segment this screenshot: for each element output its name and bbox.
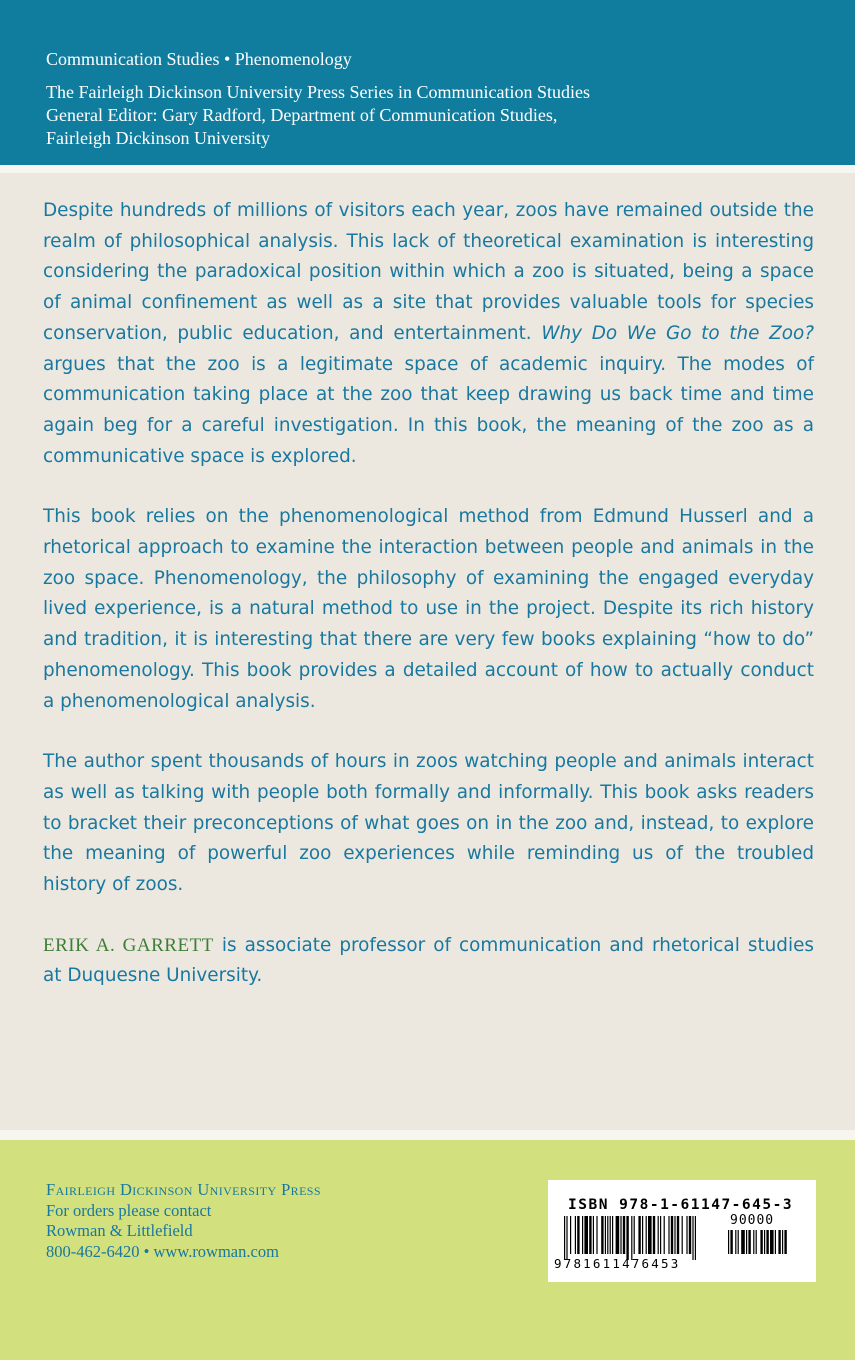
barcode-bar: [735, 1230, 736, 1254]
barcode-bar: [764, 1230, 765, 1254]
author-bio-text: is associate professor of communication and rhetorical studies at Duquesne University.: [43, 934, 814, 987]
isbn-barcode: [548, 1180, 816, 1282]
paragraph-1-intro: Despite hundreds of millions of visitors each year, zoos have remained outside the realm of philosophical analysis. This lack of theoretical examination is interesting considering the paradoxical position within which a zoo is situated, being a space of animal confinement as well as a site that provides valuable tools for species conservation, public education, and entertainment.: [43, 200, 814, 344]
barcode-bar: [728, 1230, 729, 1254]
series-banner: [0, 0, 855, 165]
barcode-bar: [748, 1230, 750, 1254]
ean-digits: 9781611476453: [554, 1256, 681, 1271]
barcode-bar: [577, 1216, 579, 1254]
subject-categories: Communication Studies • Phenomenology: [46, 49, 352, 69]
barcode-bar: [631, 1216, 632, 1260]
barcode-bar: [738, 1230, 739, 1254]
barcode-bar: [730, 1230, 732, 1254]
distributor-name: Rowman & Littlefield: [46, 1221, 193, 1240]
barcode-bar: [668, 1216, 669, 1254]
price-addon-digits: 90000: [730, 1213, 775, 1228]
publisher-info: [46, 1180, 321, 1262]
barcode-bar: [589, 1216, 591, 1254]
barcode-bar: [775, 1230, 776, 1254]
barcode-bar: [677, 1216, 679, 1254]
general-editor: General Editor: Gary Radford, Department of Communication Studies,: [46, 105, 558, 125]
barcode-bar: [605, 1216, 606, 1254]
barcode-bar: [564, 1216, 565, 1260]
barcode-bar: [674, 1216, 675, 1254]
series-info: [46, 48, 590, 150]
editor-institution: Fairleigh Dickinson University: [46, 128, 270, 148]
publisher-name: Fairleigh Dickinson University Press: [46, 1180, 321, 1199]
book-description: [43, 196, 814, 1022]
barcode-bar: [575, 1216, 576, 1254]
barcode-bar: [593, 1216, 594, 1254]
barcode-bar: [642, 1216, 643, 1254]
bottom-divider: [0, 1130, 855, 1140]
barcode-bar: [760, 1230, 762, 1254]
barcode-bar: [756, 1230, 757, 1254]
barcode-bar: [660, 1216, 661, 1254]
barcode-bar: [664, 1216, 665, 1254]
barcode-bar: [784, 1230, 786, 1254]
barcode-bar: [782, 1230, 783, 1254]
barcode-bar: [695, 1216, 696, 1260]
barcode-bar: [582, 1216, 583, 1254]
barcode-bar: [671, 1216, 673, 1254]
barcode-bar: [746, 1230, 747, 1254]
barcode-bar: [616, 1216, 620, 1254]
barcode-bar: [692, 1216, 693, 1260]
barcode-bar: [770, 1230, 774, 1254]
description-paragraph-3: The author spent thousands of hours in zoos watching people and animals interact as well as talking with people both formally and informally. This book asks readers to bracket their preconceptions of what goes on in the zoo and, instead, to explore the meaning of powerful zoo experiences while reminding us of the troubled history of zoos.: [43, 751, 814, 896]
series-name: The Fairleigh Dickinson University Press Series in Communication Studies: [46, 82, 590, 102]
barcode-bar: [584, 1216, 588, 1254]
barcode-bar: [648, 1216, 652, 1254]
top-divider: [0, 165, 855, 173]
barcode-bar: [601, 1216, 603, 1254]
barcode-bar: [610, 1216, 611, 1254]
barcode-bar: [596, 1216, 597, 1254]
barcode-bar: [686, 1216, 687, 1254]
paragraph-1-rest: argues that the zoo is a legitimate space of academic inquiry. The modes of communication taking place at the zoo that keep drawing us back time and time again beg for a careful investigation. In this book, the meaning of the zoo as a communicative space is explored.: [43, 353, 814, 467]
barcode-bar: [612, 1216, 613, 1254]
ean-barcode-bars: [564, 1216, 724, 1260]
isbn-number: ISBN 978-1-61147-645-3: [568, 1197, 794, 1213]
barcode-bar: [570, 1216, 571, 1254]
book-title: Why Do We Go to the Zoo?: [541, 322, 814, 344]
barcode-bar: [634, 1216, 635, 1254]
description-paragraph-1: [43, 196, 814, 472]
barcode-bar: [658, 1216, 659, 1254]
barcode-bar: [646, 1216, 647, 1254]
description-paragraph-2: This book relies on the phenomenological method from Edmund Husserl and a rhetorical approach to examine the interaction between people and animals in the zoo space. Phenomenology, the philosophy of examining the engaged everyday lived experience, is a natural method to use in the project. Despite its rich history and tradition, it is interesting that there are very few books explaining “how to do” phenomenology. This book provides a detailed account of how to actually conduct a phenomenological analysis.: [43, 506, 814, 712]
barcode-bar: [741, 1230, 745, 1254]
barcode-bar: [682, 1216, 683, 1254]
author-name: ERIK A. GARRETT: [43, 934, 214, 956]
addon-barcode-bars: [728, 1230, 800, 1260]
barcode-bar: [607, 1216, 608, 1254]
barcode-bar: [766, 1230, 768, 1254]
barcode-bar: [566, 1216, 567, 1260]
barcode-bar: [689, 1216, 691, 1254]
author-bio: [43, 931, 814, 992]
barcode-bar: [638, 1216, 640, 1254]
barcode-bar: [778, 1230, 780, 1254]
barcode-bar: [626, 1216, 628, 1260]
contact-line: 800-462-6420 • www.rowman.com: [46, 1241, 279, 1261]
barcode-bar: [753, 1230, 754, 1254]
orders-line: For orders please contact: [46, 1200, 212, 1220]
barcode-bar: [620, 1216, 621, 1254]
barcode-bar: [653, 1216, 655, 1254]
barcode-bar: [623, 1216, 625, 1254]
